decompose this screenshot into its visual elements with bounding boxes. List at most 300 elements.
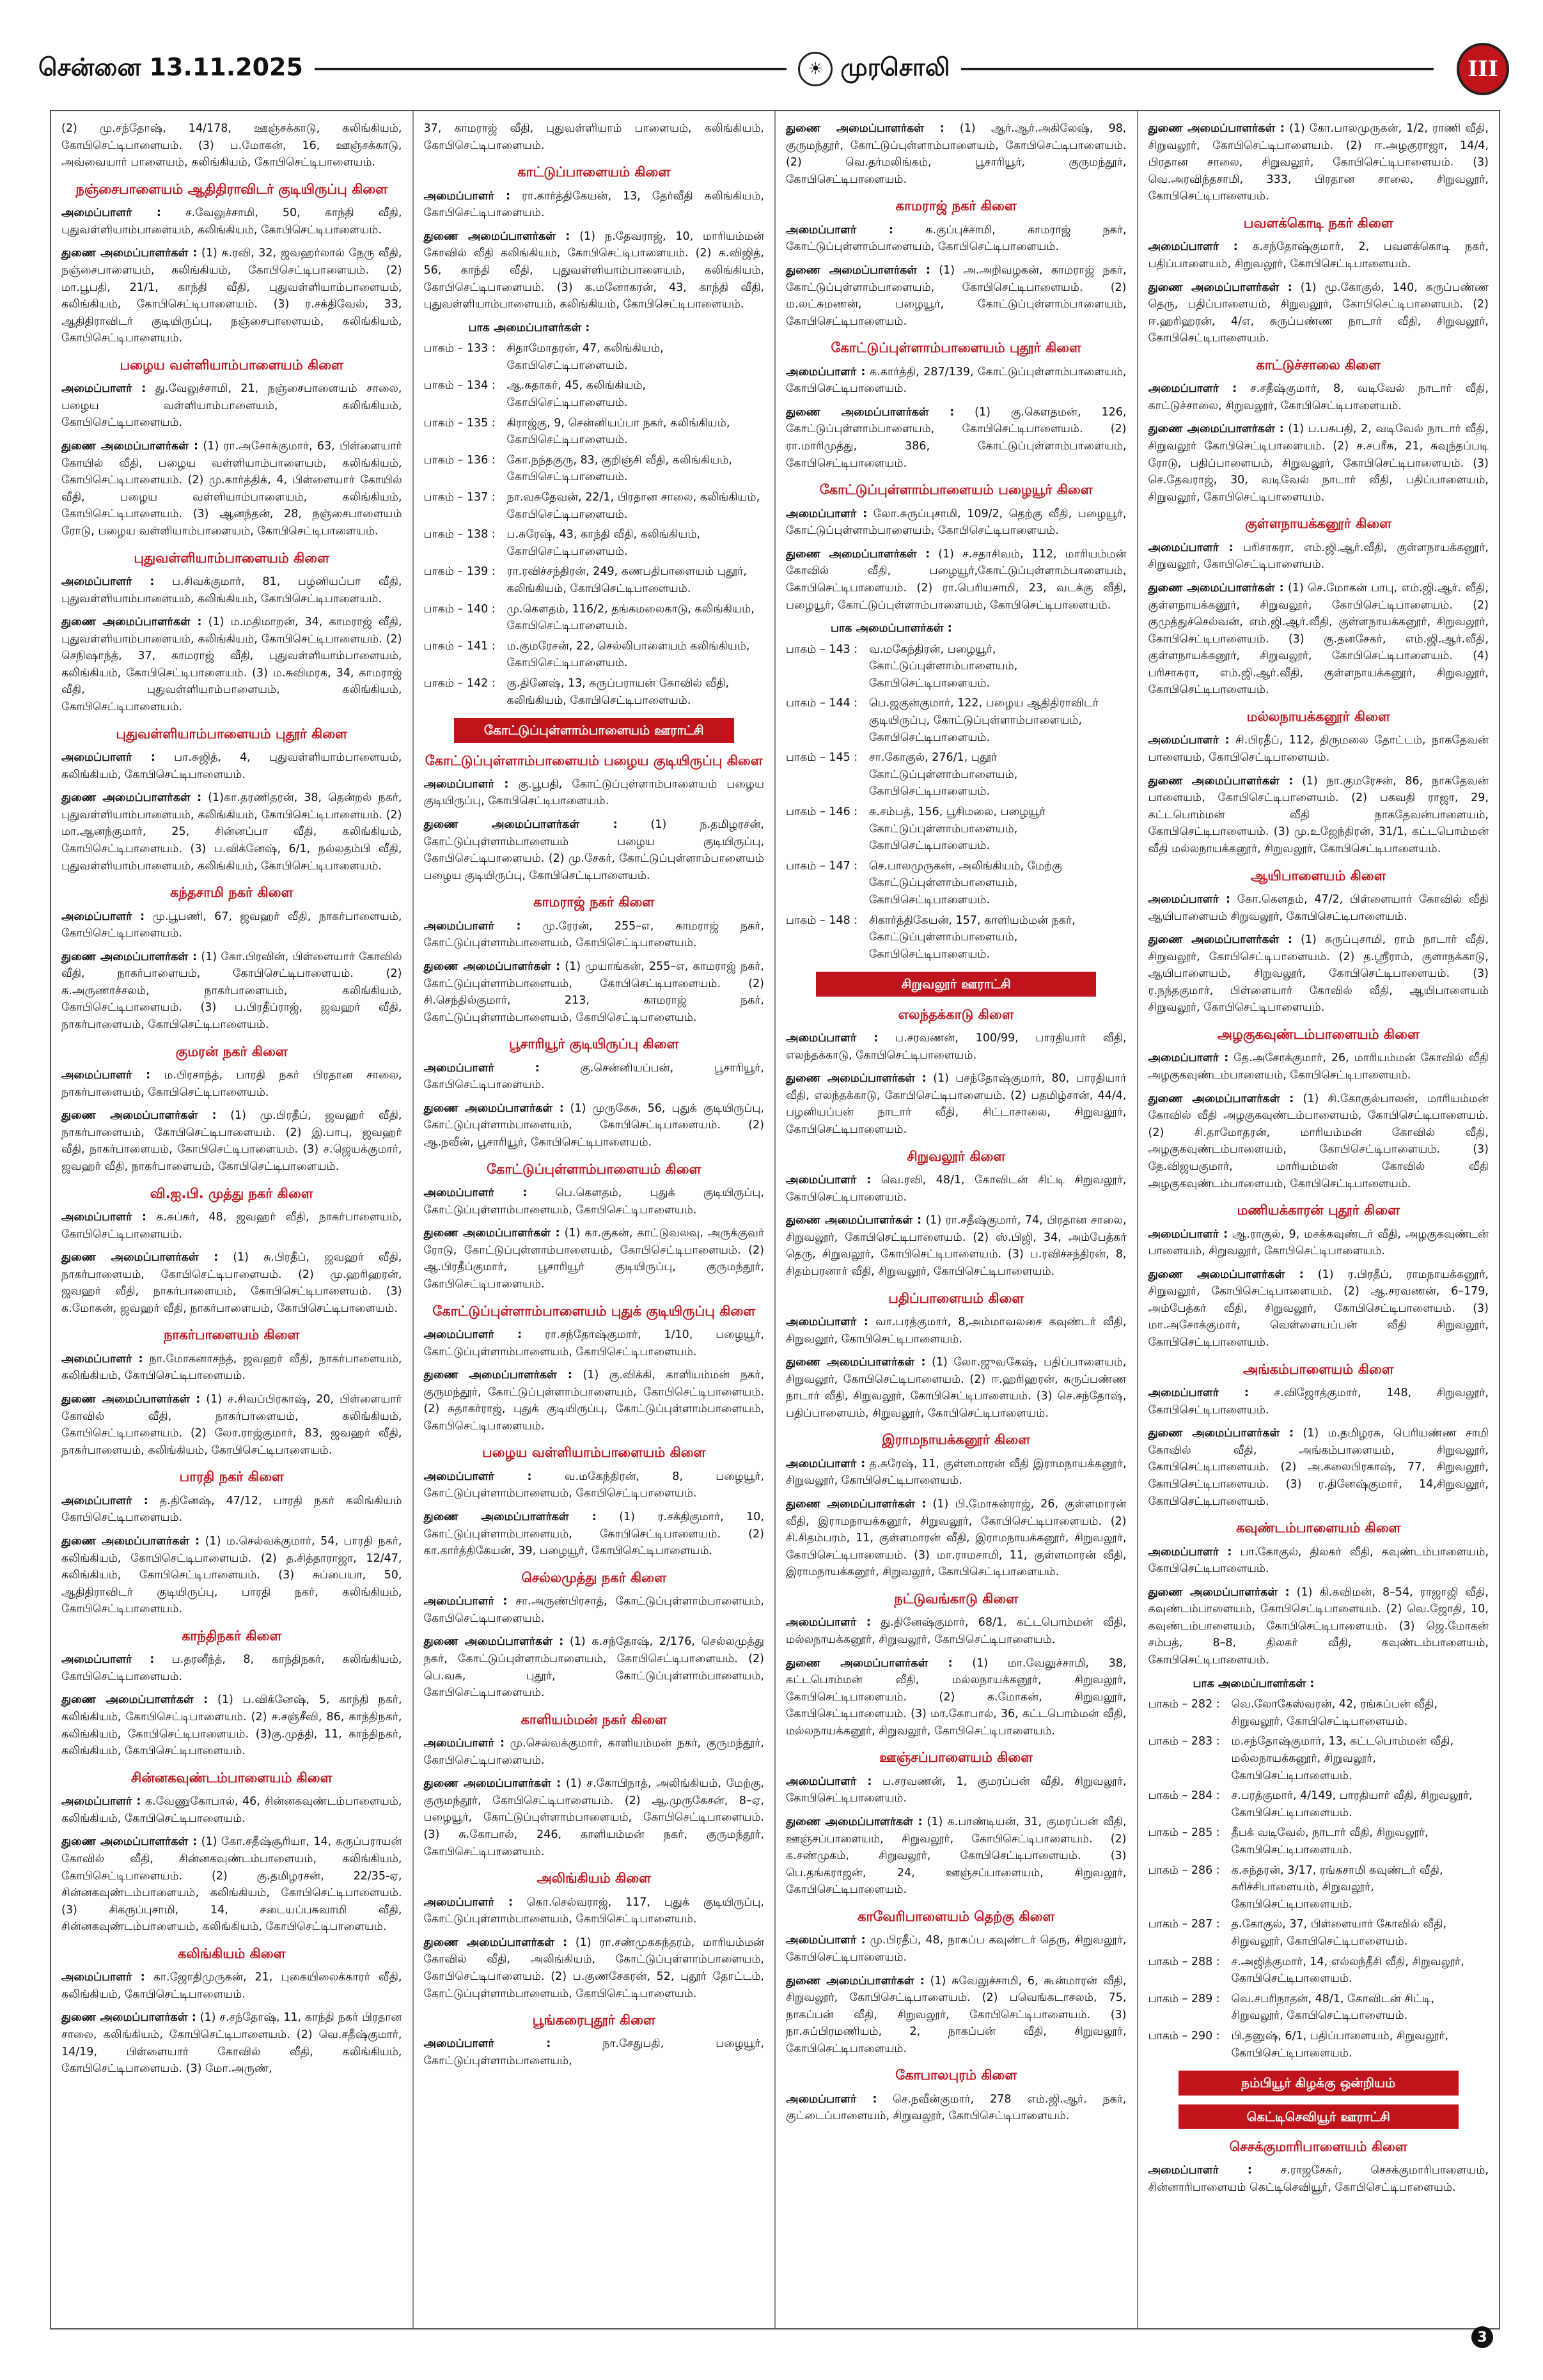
role-label: துணை அமைப்பாளர்கள் : bbox=[786, 263, 930, 277]
role-label: அமைப்பாளர் : bbox=[786, 1457, 866, 1470]
role-label: துணை அமைப்பாளர்கள் : bbox=[423, 960, 561, 973]
branch-heading: புதுவள்ளியாம்பாளையம் புதூர் கிளை bbox=[116, 726, 348, 742]
ward-number: பாகம் – 139 : bbox=[423, 565, 496, 579]
entry-text: அமைப்பாளர் : ப.சரவணன், 100/99, பாரதியார் வீதி, எலந்தக்காடு, கோபிசெட்டிபாளையம். bbox=[786, 1032, 1127, 1062]
ward-organiser: கோ.நந்தகுரு, 83, குறிஞ்சி வீதி, கலிங்கியம், கோபிசெட்டிபாளையம். bbox=[506, 453, 732, 484]
role-label: அமைப்பாளர் : bbox=[61, 1352, 143, 1365]
entry-text: துணை அமைப்பாளர்கள் : (1) கு.கௌதமன், 126, கோட்டுப்புள்ளாம்பாளையம், கோபிசெட்டிபாளையம். (2) ரா.மாரிமுத்து, 386, கோட்டுப்புள்ளாம்பாளையம், கோபிசெட்டிபாளையம். bbox=[786, 405, 1127, 470]
branch-heading: கோட்டுப்புள்ளாம்பாளையம் பழையூர் கிளை bbox=[819, 482, 1093, 498]
branch-heading: பாரதி நகர் கிளை bbox=[179, 1469, 284, 1485]
entry-text: அமைப்பாளர் : மு.செல்வக்குமார், காளியம்மன் நகர், குருமந்தூர், கோபிசெட்டிபாளையம். bbox=[423, 1737, 764, 1767]
role-label: அமைப்பாளர் : bbox=[1148, 541, 1234, 554]
role-label: துணை அமைப்பாளர்கள் : bbox=[786, 405, 955, 419]
entry-text: அமைப்பாளர் : மு.பிரதீப், 48, நாகப்ப கவுண்டர் தெரு, சிறுவலூர், கோபிசெட்டிபாளையம். bbox=[786, 1934, 1127, 1964]
role-label: துணை அமைப்பாளர்கள் : bbox=[1148, 122, 1285, 135]
ward-organiser: த.கோகுல், 37, பிள்ளையார் கோவில் வீதி, சிறுவலூர், கோபிசெட்டிபாளையம். bbox=[1231, 1918, 1447, 1948]
entry-text: துணை அமைப்பாளர்கள் : (1) ம.செல்வக்குமார், 54, பாரதி நகர், கலிங்கியம், கோபிசெட்டிபாளையம். (2) த.சித்தாராஜா, 12/47, கலிங்கியம், கோபிசெட்டிபாளையம். (3) சுப்பையா, 50, ஆதிதிராவிடர் குடியிருப்பு, பாரதி நகர், கலிங்கியம், கோபிசெட்டிபாளையம். bbox=[61, 1534, 402, 1616]
entry-text: அமைப்பாளர் : மு.பூபணி, 67, ஜவஹர் வீதி, நாகர்பாளையம், கோபிசெட்டிபாளையம். bbox=[61, 910, 402, 940]
entry-text: அமைப்பாளர் : லோ.சுருப்புசாமி, 109/2, தெற்கு வீதி, பழையூர், கோட்டுப்புள்ளாம்பாளையம், கோபிசெட்டிபாளையம். bbox=[786, 507, 1127, 538]
role-label: அமைப்பாளர் : bbox=[423, 1328, 522, 1341]
ward-organiser: கு.தினேஷ், 13, சுருப்பராயன் கோவில் வீதி, கலிங்கியம், கோபிசெட்டிபாளையம். bbox=[506, 676, 730, 707]
role-label: அமைப்பாளர் : bbox=[423, 1470, 532, 1483]
entry-text: அமைப்பாளர் : ம.பிரசாந்த், பாரதி நகர் பிரதான சாலை, நாகர்பாளையம், கோபிசெட்டிபாளையம். bbox=[61, 1069, 402, 1099]
role-label: அமைப்பாளர் : bbox=[423, 1737, 505, 1750]
entry-text: அமைப்பாளர் : க.கார்த்தி, 287/139, கோட்டுப்புள்ளாம்பாளையம், கோபிசெட்டிபாளையம். bbox=[786, 365, 1127, 396]
branch-heading: எலந்தக்காடு கிளை bbox=[898, 1006, 1014, 1022]
panchayat-banner: கெட்டிசெவியூர் ஊராட்சி bbox=[1179, 2104, 1459, 2129]
role-label: அமைப்பாளர் : bbox=[786, 1315, 868, 1328]
entry-text: துணை அமைப்பாளர்கள் : (1) ச.கோபிநாத், அலிங்கியம், மேற்கு, குருமந்தூர், கோபிசெட்டிபாளையம். (2) ஆ.முருகேசன், 8–ஏ, பழையூர், கோட்டுப்புள்ளாம்பாளையம், கோபிசெட்டிபாளையம். (3) சு.கோபால், 246, காளியம்மன் நகர், குருமந்தூர், கோபிசெட்டிபாளையம். bbox=[423, 1777, 764, 1858]
column-1 bbox=[50, 111, 412, 2328]
ward-organiser: ஆ.கதாகர், 45, கலிங்கியம், கோபிசெட்டிபாளையம். bbox=[506, 379, 646, 410]
panchayat-banner: சிறுவலூர் ஊராட்சி bbox=[816, 972, 1096, 996]
entry-text: துணை அமைப்பாளர்கள் : (1) ர.சக்திகுமார், 10, கோட்டுப்புள்ளாம்பாளையம், கோபிசெட்டிபாளையம். (2) கா.கார்த்திகேயன், 39, பழையூர், கோபிசெட்டிபாளையம். bbox=[423, 1511, 765, 1558]
role-label: துணை அமைப்பாளர்கள் : bbox=[61, 440, 198, 453]
entry-text: துணை அமைப்பாளர்கள் : (1) அ.அறிவழகன், காமராஜ் நகர், கோட்டுப்புள்ளாம்பாளையம், கோபிசெட்டிபாளையம். (2) ம.லட்சுமணன், பழையூர், கோட்டுப்புள்ளாம்பாளையம், கோபிசெட்டிபாளையம். bbox=[786, 263, 1127, 328]
role-label: அமைப்பாளர் : bbox=[423, 1061, 540, 1075]
branch-heading: வி.ஐ.பி. முத்து நகர் கிளை bbox=[150, 1185, 313, 1201]
ward-list bbox=[786, 641, 1127, 963]
ward-row bbox=[424, 601, 765, 635]
role-label: துணை அமைப்பாளர்கள் : bbox=[423, 1511, 597, 1524]
ward-row bbox=[1148, 1787, 1489, 1821]
branch-heading: ஊஞ்சப்பாளையம் கிளை bbox=[879, 1750, 1033, 1766]
ward-organiser: சிதாமோதரன், 47, கலிங்கியம், கோபிசெட்டிபாளையம். bbox=[506, 342, 664, 372]
entry-text: அமைப்பாளர் : சா.அருண்பிரசாத், கோட்டுப்புள்ளாம்பாளையம், கோபிசெட்டிபாளையம். bbox=[423, 1595, 764, 1625]
entry-text: துணை அமைப்பாளர்கள் : (1) செ.மோகன் பாபு, எம்.ஜி.ஆர். வீதி, குள்ளநாயக்கனூர், சிறுவலூர், கோபிசெட்டிபாளையம். (2) குமுத்துச்செல்வன், எம்.ஜி.ஆர்.வீதி, குள்ளநாயக்கனூர், சிறுவலூர், கோபிசெட்டிபாளையம். (3) கு.தனசேகர், எம்.ஜி.ஆர்.வீதி, குள்ளநாயக்கனூர், சிறுவலூர், கோபிசெட்டிபாளையம். (4) பரிசாசுரா, எம்.ஜி.ஆர்.வீதி, குள்ளநாயக்கனூர், சிறுவலூர், கோபிசெட்டிபாளையம். bbox=[1148, 581, 1489, 697]
role-label: அமைப்பாளர் : bbox=[1148, 1545, 1232, 1559]
role-label: துணை அமைப்பாளர்கள் : bbox=[1148, 933, 1292, 947]
entry-text: அமைப்பாளர் : பரிசாசுரா, எம்.ஜி.ஆர்.வீதி, குள்ளநாயக்கனூர், சிறுவலூர், கோபிசெட்டிபாளையம். bbox=[1148, 541, 1489, 572]
entry-text: அமைப்பாளர் : ரா.சந்தோஷ்குமார், 1/10, பழையூர், கோட்டுப்புள்ளாம்பாளையம், கோபிசெட்டிபாளையம். bbox=[423, 1328, 764, 1358]
role-label: துணை அமைப்பாளர்கள் : bbox=[61, 1393, 201, 1406]
ward-row bbox=[1148, 1954, 1489, 1987]
branch-heading: அழகுகவுண்டம்பாளையம் கிளை bbox=[1217, 1027, 1420, 1043]
ward-row bbox=[1148, 1916, 1489, 1950]
branch-heading: பழைய வள்ளியாம்பாளையம் கிளை bbox=[120, 357, 343, 373]
branch-heading: இராமநாயக்கனூர் கிளை bbox=[882, 1432, 1031, 1448]
ward-number: பாகம் – 148 : bbox=[786, 914, 858, 927]
masthead-rule-right bbox=[961, 68, 1434, 70]
role-label: துணை அமைப்பாளர்கள் : bbox=[61, 247, 198, 260]
ward-number: பாகம் – 134 : bbox=[423, 379, 496, 393]
role-label: அமைப்பாளர் : bbox=[1148, 382, 1237, 396]
branch-heading: கோட்டுப்புள்ளாம்பாளையம் கிளை bbox=[487, 1161, 701, 1177]
ward-organisers-label: பாக அமைப்பாளர்கள் : bbox=[831, 622, 952, 635]
entry-text: துணை அமைப்பாளர்கள் : (1) லோ.ஜுவகேஷ், பதிப்பாளையம், சிறுவலூர், கோபிசெட்டிபாளையம். (2) ஈ.ஹரிஹரன், சுருப்பண்ண நாடார் வீதி, சிறுவலூர், கோபிசெட்டிபாளையம். (3) செ.சந்தோஷ், பதிப்பாளையம், சிறுவலூர், கோபிசெட்டிபாளையம். bbox=[786, 1356, 1127, 1420]
ward-row bbox=[1148, 2028, 1489, 2062]
entry-text: துணை அமைப்பாளர்கள் : (1) கோ.பாலமுருகன், 1/2, ராணி வீதி, சிறுவலூர், கோபிசெட்டிபாளையம். (2) ஈ.அழகுராஜா, 14/4, பிரதான சாலை, சிறுவலூர், கோபிசெட்டிபாளையம். (3) வெ.அரவிந்தசாமி, 333, பிரதான சாலை, சிறுவலூர், கோபிசெட்டிபாளையம். bbox=[1148, 122, 1489, 203]
entry-text: (2) மு.சந்தோஷ், 14/178, ஊஞ்சக்காடு, கலிங்கியம், கோபிசெட்டிபாளையம். (3) ப.மோகன், 16, ஊஞ்சக்காடு, அவ்வையார் பாளையம், கலிங்கியம், கோபிசெட்டிபாளையம். bbox=[61, 122, 402, 169]
role-label: அமைப்பாளர் : bbox=[61, 1795, 141, 1808]
role-label: துணை அமைப்பாளர்கள் : bbox=[423, 1101, 564, 1115]
ward-number: பாகம் – 143 : bbox=[786, 642, 858, 656]
role-label: துணை அமைப்பாளர்கள் : bbox=[786, 1656, 953, 1670]
ward-number: பாகம் – 284 : bbox=[1148, 1789, 1220, 1803]
role-label: அமைப்பாளர் : bbox=[423, 2037, 551, 2051]
entry-text: அமைப்பாளர் : ரா.கார்த்திகேயன், 13, தேர்வீதி கலிங்கியம், கோபிசெட்டிபாளையம். bbox=[423, 189, 764, 220]
ward-organiser: ச.பரத்குமார், 4/149, பாரதியார் வீதி, சிறுவலூர், கோபிசெட்டிபாளையம். bbox=[1231, 1789, 1473, 1819]
branch-heading: கோபாலபுரம் கிளை bbox=[895, 2067, 1017, 2083]
entry-text: துணை அமைப்பாளர்கள் : (1) பி.மோகன்ராஜ், 26, குள்ளமாரன் வீதி, இராமநாயக்கனூர், சிறுவலூர், கோபிசெட்டிபாளையம். (2) சி.சிதம்பரம், 11, குள்ளமாரன் வீதி, இராமநாயக்கனூர், சிறுவலூர், கோபிசெட்டிபாளையம். (3) மா.ராமசாமி, 11, குள்ளமாரன் வீதி, இராமநாயக்கனூர், சிறுவலூர், கோபிசெட்டிபாளையம். bbox=[786, 1498, 1127, 1579]
branch-heading: சிறுவலூர் கிளை bbox=[907, 1148, 1006, 1164]
role-label: அமைப்பாளர் : bbox=[1148, 1387, 1249, 1399]
role-label: துணை அமைப்பாளர்கள் : bbox=[786, 122, 944, 135]
ward-organiser: ரா.ரவிச்சந்திரன், 249, கணபதிபாளையம் புதூர், கலிங்கியம், கோபிசெட்டிபாளையம். bbox=[506, 565, 747, 595]
branch-heading: காட்டுப்பாளையம் கிளை bbox=[517, 164, 671, 180]
edition-date: சென்னை 13.11.2025 bbox=[38, 53, 303, 81]
entry-text: துணை அமைப்பாளர்கள் : (1) ந.தேவராஜ், 10, மாரியம்மன் கோவில் வீதி கலிங்கியம், கோபிசெட்டிபாளையம். (2) க.விஜித், 56, காந்தி வீதி, புதுவள்ளியாம்பாளையம், கலிங்கியம், கோபிசெட்டிபாளையம். (3) க.மனோகரன், 43, காந்தி வீதி, புதுவள்ளியாம்பாளையம், கலிங்கியம், கோபிசெட்டிபாளையம். bbox=[423, 229, 764, 311]
entry-text: துணை அமைப்பாளர்கள் : (1) ரா.சண்முகசுந்தரம், மாரியம்மன் கோவில் வீதி, அலிங்கியம், கோட்டுப்புள்ளாம்பாளையம், கோபிசெட்டிபாளையம். (2) ப.குணசேகரன், 52, புதூர் தோட்டம், கோட்டுப்புள்ளாம்பாளையம், கோபிசெட்டிபாளையம். bbox=[423, 1936, 765, 2000]
entry-text: அமைப்பாளர் : பெ.கௌதம், புதுக் குடியிருப்பு, கோட்டுப்புள்ளாம்பாளையம், கோபிசெட்டிபாளையம். bbox=[423, 1186, 764, 1217]
ward-organiser: ம.குமரேசன், 22, செல்லிபாளையம் கலிங்கியம், கோபிசெட்டிபாளையம். bbox=[506, 639, 750, 670]
entry-text: துணை அமைப்பாளர்கள் : (1) ரா.அசோக்குமார், 63, பிள்ளையார் கோயில் வீதி, பழைய வள்ளியாம்பாளையம், கலிங்கியம், கோபிசெட்டிபாளையம். (2) மு.கார்த்திக், 4, பிள்ளையார் கோயில் வீதி, பழைய வள்ளியாம்பாளையம், கலிங்கியம், கோபிசெட்டிபாளையம். (3) ஆனந்தன், 28, நஞ்சைபாளையம் ரோடு, பழைய வள்ளியாம்பாளையம், கோபிசெட்டிபாளையம். bbox=[61, 440, 402, 538]
branch-heading: அங்கம்பாளையம் கிளை bbox=[1242, 1361, 1394, 1377]
masthead bbox=[38, 50, 1509, 88]
branch-heading: காவேரிபாளையம் தெற்கு கிளை bbox=[858, 1908, 1055, 1924]
role-label: துணை அமைப்பாளர்கள் : bbox=[786, 1816, 923, 1829]
ward-number: பாகம் – 135 : bbox=[423, 416, 496, 430]
article-columns bbox=[50, 110, 1500, 2329]
role-label: துணை அமைப்பாளர்கள் : bbox=[61, 1693, 208, 1707]
ward-number: பாகம் – 144 : bbox=[786, 697, 858, 710]
branch-heading: குமரன் நகர் கிளை bbox=[175, 1043, 288, 1059]
ward-organiser: பி.தனுஷ், 6/1, பதிப்பாளையம், சிறுவலூர், கோபிசெட்டிபாளையம். bbox=[1231, 2029, 1449, 2060]
branch-heading: புதுவள்ளியாம்பாளையம் கிளை bbox=[134, 550, 330, 566]
ward-row bbox=[786, 695, 1127, 746]
ward-organisers-label: பாக அமைப்பாளர்கள் : bbox=[1193, 1677, 1315, 1690]
branch-heading: கோட்டுப்புள்ளாம்பாளையம் புதூர் கிளை bbox=[831, 340, 1081, 356]
ward-number: பாகம் – 147 : bbox=[786, 859, 858, 873]
ward-number: பாகம் – 285 : bbox=[1148, 1826, 1220, 1840]
entry-text: அமைப்பாளர் : ச.ராஜசேகர், செசக்குமாரிபாளையம், சின்னாரிபாளையம் கெட்டிசெவியூர், கோபிசெட்டிபாளையம். bbox=[1148, 2164, 1489, 2194]
role-label: துணை அமைப்பாளர்கள் : bbox=[61, 1534, 200, 1548]
column-2 bbox=[412, 111, 775, 2328]
ward-number: பாகம் – 282 : bbox=[1148, 1698, 1220, 1711]
ward-organiser: சா.கோகுல், 276/1, புதூர் கோட்டுப்புள்ளாம்பாளையம், கோபிசெட்டிபாளையம். bbox=[869, 751, 1018, 798]
role-label: துணை அமைப்பாளர்கள் : bbox=[1148, 423, 1284, 436]
entry-text: துணை அமைப்பாளர்கள் : (1) சு.பிரதீப், ஜவஹர் வீதி, நாகர்பாளையம், கோபிசெட்டிபாளையம். (2) மு.ஹரிஹரன், ஜவஹர் வீதி, நாகர்பாளையம், கோபிசெட்டிபாளையம். (3) க.மோகன், ஜவஹர் வீதி, நாகர்பாளையம், கோபிசெட்டிபாளையம். bbox=[61, 1251, 402, 1315]
role-label: துணை அமைப்பாளர்கள் : bbox=[786, 1974, 925, 1987]
role-label: துணை அமைப்பாளர்கள் : bbox=[423, 818, 618, 832]
ward-organiser: வ.மகேந்திரன், பழையூர், கோட்டுப்புள்ளாம்பாளையம், கோபிசெட்டிபாளையம். bbox=[869, 642, 1018, 690]
ward-row bbox=[424, 415, 765, 449]
role-label: துணை அமைப்பாளர்கள் : bbox=[423, 1635, 564, 1649]
ward-number: பாகம் – 138 : bbox=[423, 528, 496, 541]
entry-text: துணை அமைப்பாளர்கள் : (1) ர.பிரதீப், ராமநாயக்கனூர், சிறுவலூர், கோபிசெட்டிபாளையம். (2) ஆ.சரவணன், 6–179, அம்பேத்கர் வீதி, சிறுவலூர், கோபிசெட்டிபாளையம். (3) மா.அசோக்குமார், வெள்ளையப்பன் வீதி சிறுவலூர், கோபிசெட்டிபாளையம். bbox=[1148, 1268, 1489, 1349]
ward-number: பாகம் – 141 : bbox=[423, 639, 496, 653]
entry-text: துணை அமைப்பாளர்கள் : (1) நா.குமரேசன், 86, நாகதேவன் பாளையம், கோபிசெட்டிபாளையம். (2) பகவதி ராஜா, 29, கட்டபொம்மன் வீதி நாகதேவன்பாளையம், கோபிசெட்டிபாளையம். (3) மு.உஜேந்திரன், 31/1, கட்டபொம்மன் வீதி மல்லநாயக்கனூர், சிறுவலூர், கோபிசெட்டிபாளையம். bbox=[1148, 774, 1489, 855]
entry-text: அமைப்பாளர் : நா.மோகனாசந்த், ஜவஹர் வீதி, நாகர்பாளையம், கலிங்கியம், கோபிசெட்டிபாளையம். bbox=[61, 1352, 402, 1383]
ward-organiser: பெ.ஜகுன்குமார், 122, பழைய ஆதிதிராவிடர் குடியிருப்பு, கோட்டுப்புள்ளாம்பாளையம், கோபிசெட்டிபாளையம். bbox=[869, 697, 1099, 744]
entry-text: துணை அமைப்பாளர்கள் : (1) ச.சிவப்பிரகாஷ், 20, பிள்ளையார் கோவில் வீதி, நாகர்பாளையம், கலிங்கியம், கோபிசெட்டிபாளையம். (2) லோ.ராஜ்குமார், 83, ஜவஹர் வீதி, நாகர்பாளையம், கலிங்கியம், கோபிசெட்டிபாளையம். bbox=[61, 1393, 402, 1457]
branch-heading: கவுண்டம்பாளையம் கிளை bbox=[1235, 1520, 1401, 1536]
ward-row bbox=[424, 489, 765, 523]
entry-text: துணை அமைப்பாளர்கள் : (1) பசந்தோஷ்குமார், 80, பாரதியார் வீதி, எலந்தக்காடு, கோபிசெட்டிபாளையம். (2) பதமிழ்சான், 44/4, பழனியப்பன் நாடார் வீதி, சிட்டாசாலை, சிறுவலூர், கோபிசெட்டிபாளையம். bbox=[786, 1072, 1127, 1137]
entry-text: அமைப்பாளர் : ப.சிவக்குமார், 81, பழனியப்பா வீதி, புதுவள்ளியாம்பாளையம், கலிங்கியம், கோபிசெட்டிபாளையம். bbox=[61, 575, 402, 605]
ward-row bbox=[1148, 1991, 1489, 2025]
entry-text: அமைப்பாளர் : ச.வேலுச்சாமி, 50, காந்தி வீதி, புதுவள்ளியாம்பாளையம், கலிங்கியம், கோபிசெட்டிபாளையம். bbox=[61, 206, 402, 237]
role-label: துணை அமைப்பாளர்கள் : bbox=[786, 547, 930, 561]
ward-row bbox=[424, 675, 765, 709]
entry-text: துணை அமைப்பாளர்கள் : (1) கா.குகன், காட்டுவலவு, அருக்குவர் ரோடு, கோட்டுப்புள்ளாம்பாளையம், கோபிசெட்டிபாளையம். (2) ஆ.பிரதீப்குமார், பூசாரியூர் குடியிருப்பு, குருமந்தூர், கோபிசெட்டிபாளையம். bbox=[423, 1227, 764, 1291]
role-label: அமைப்பாளர் : bbox=[61, 206, 161, 220]
entry-text: துணை அமைப்பாளர்கள் : (1) க.சந்தோஷ், 2/176, செல்லமுத்து நகர், கோட்டுப்புள்ளாம்பாளையம், கோபிசெட்டிபாளையம். (2) பெ.வசு, புதூர், கோட்டுப்புள்ளாம்பாளையம், கோபிசெட்டிபாளையம். bbox=[423, 1635, 764, 1700]
page-roman-badge: III bbox=[1457, 43, 1509, 95]
branch-heading: காமராஜ் நகர் கிளை bbox=[533, 894, 655, 910]
ward-number: பாகம் – 283 : bbox=[1148, 1735, 1220, 1748]
ward-organiser: ச.அஜித்குமார், 14, எல்லந்தீசி வீதி, சிறுவலூர், கோபிசெட்டிபாளையம். bbox=[1231, 1955, 1464, 1986]
ward-number: பாகம் – 290 : bbox=[1148, 2029, 1220, 2042]
entry-text: துணை அமைப்பாளர்கள் : (1) ம.தமிழரசு, பெரியண்ண சாமி கோவில் வீதி, அங்கம்பாளையம், சிறுவலூர், கோபிசெட்டிபாளையம். (2) அ.கலைபிரகாஷ், 77, சிறுவலூர், கோபிசெட்டிபாளையம். (3) ர.தினேஷ்குமார், 14,சிறுவலூர், கோபிசெட்டிபாளையம். bbox=[1148, 1427, 1489, 1508]
ward-row bbox=[1148, 1824, 1489, 1858]
ward-organiser: சு.சம்பத், 156, பூசிமலை, பழையூர் கோட்டுப்புள்ளாம்பாளையம், கோபிசெட்டிபாளையம். bbox=[869, 805, 1046, 853]
union-banner: நம்பியூர் கிழக்கு ஒன்றியம் bbox=[1179, 2071, 1459, 2095]
entry-text: அமைப்பாளர் : நா.சேதுபதி, பழையூர், கோட்டுப்புள்ளாம்பாளையம், bbox=[423, 2037, 764, 2068]
ward-number: பாகம் – 133 : bbox=[423, 342, 496, 355]
branch-heading: காமராஜ் நகர் கிளை bbox=[895, 198, 1017, 214]
branch-heading: பழைய வள்ளியாம்பாளையம் கிளை bbox=[482, 1445, 706, 1461]
entry-text: துணை அமைப்பாளர்கள் : (1) ந.தமிழரசன், கோட்டுப்புள்ளாம்பாளையம் பழைய குடியிருப்பு, கோபிசெட்டிபாளையம். (2) மு.சேகர், கோட்டுப்புள்ளாம்பாளையம் பழைய குடியிருப்பு, கோபிசெட்டிபாளையம். bbox=[423, 818, 764, 882]
entry-text: துணை அமைப்பாளர்கள் : (1) ம.மதிமாறன், 34, காமராஜ் வீதி, புதுவள்ளியாம்பாளையம், கலிங்கியம், கோபிசெட்டிபாளையம். (2) செநிஷாந்த், 37, காமராஜ் வீதி, புதுவள்ளியாம்பாளையம், கலிங்கியம், கோபிசெட்டிபாளையம். (3) ம.சுவிமரக, 34, காமராஜ் வீதி, புதுவள்ளியாம்பாளையம், கலிங்கியம், கோபிசெட்டிபாளையம். bbox=[61, 616, 402, 714]
entry-text: துணை அமைப்பாளர்கள் : (1) சி.கோகுல்பாலன், மாரியம்மன் கோவில் வீதி அழகுகவுண்டம்பாளையம், கோபிசெட்டிபாளையம். (2) சி.தாமோதரன், மாரியம்மன் கோவில் வீதி, அழகுகவுண்டம்பாளையம், கோபிசெட்டிபாளையம். (3) தே.விஜயகுமார், மாரியம்மன் கோவில் வீதி அழகுகவுண்டம்பாளையம், கோபிசெட்டிபாளையம். bbox=[1148, 1092, 1489, 1190]
role-label: துணை அமைப்பாளர்கள் : bbox=[61, 616, 202, 629]
ward-row bbox=[424, 638, 765, 672]
role-label: துணை அமைப்பாளர்கள் : bbox=[786, 1072, 927, 1085]
entry-text: துணை அமைப்பாளர்கள் : (1)கா.தரணிதரன், 38, தென்றல் நகர், புதுவள்ளியாம்பாளையம், கலிங்கியம், கோபிசெட்டிபாளையம். (2) மா.ஆனந்குமார், 25, சின்னப்பா வீதி, கலிங்கியம், கோபிசெட்டிபாளையம். (3) ப.விக்னேஷ், 6/1, நல்லதம்பி வீதி, புதுவள்ளியாம்பாளையம், கலிங்கியம், கோபிசெட்டிபாளையம். bbox=[61, 791, 402, 873]
ward-row bbox=[424, 452, 765, 486]
role-label: அமைப்பாளர் : bbox=[61, 1210, 146, 1224]
entry-text: அமைப்பாளர் : பா.சுஜித், 4, புதுவள்ளியாம்பாளையம், கலிங்கியம், கோபிசெட்டிபாளையம். bbox=[61, 751, 402, 781]
role-label: துணை அமைப்பாளர்கள் : bbox=[1148, 1268, 1304, 1281]
ward-row bbox=[424, 563, 765, 597]
ward-organiser: வெ.சபரிநாதன், 48/1, கோவிடன் சிட்டி, சிறுவலூர், கோபிசெட்டிபாளையம். bbox=[1231, 1992, 1435, 2023]
entry-text: துணை அமைப்பாளர்கள் : (1) ச.சந்தோஷ், 11, காந்தி நகர் பிரதான சாலை, கலிங்கியம், கோபிசெட்டிபாளையம். (2) வெ.சதீஷ்குமார், 14/19, பிள்ளையார் கோவில் வீதி, கலிங்கியம், கோபிசெட்டிபாளையம். (3) மோ.அருண், bbox=[61, 2011, 402, 2076]
branch-heading: நாகர்பாளையம் கிளை bbox=[163, 1327, 300, 1343]
ward-number: பாகம் – 287 : bbox=[1148, 1918, 1220, 1931]
role-label: துணை அமைப்பாளர்கள் : bbox=[423, 229, 570, 243]
entry-text: துணை அமைப்பாளர்கள் : (1) ச.சதாசிவம், 112, மாரியம்மன் கோவில் வீதி, பழையூர்,கோட்டுப்புள்ளாம்பாளையம், கோபிசெட்டிபாளையம். (2) ரா.பெரியசாமி, 23, வடக்கு வீதி, பழையூர், கோட்டுப்புள்ளாம்பாளையம், கோபிசெட்டிபாளையம். bbox=[786, 547, 1127, 612]
role-label: அமைப்பாளர் : bbox=[786, 2092, 877, 2106]
role-label: அமைப்பாளர் : bbox=[61, 575, 155, 588]
ward-row bbox=[786, 641, 1127, 692]
ward-organiser: கிராஜ்கு, 9, சென்னியப்பா நகர், கலிங்கியம், கோபிசெட்டிபாளையம். bbox=[506, 416, 730, 447]
role-label: அமைப்பாளர் : bbox=[1148, 734, 1230, 747]
branch-heading: காட்டுச்சாலை கிளை bbox=[1256, 357, 1381, 373]
role-label: அமைப்பாளர் : bbox=[786, 1174, 872, 1187]
ward-number: பாகம் – 286 : bbox=[1148, 1863, 1220, 1877]
role-label: அமைப்பாளர் : bbox=[786, 1032, 879, 1045]
role-label: துணை அமைப்பாளர்கள் : bbox=[423, 1227, 560, 1240]
masthead-rule bbox=[315, 68, 787, 70]
ward-number: பாகம் – 146 : bbox=[786, 805, 858, 819]
entry-text: அமைப்பாளர் : கோ.கௌதம், 47/2, பிள்ளையார் கோவில் வீதி ஆயிபாளையம் சிறுவலூர், கோபிசெட்டிபாளையம். bbox=[1148, 892, 1489, 923]
branch-heading: கலிங்கியம் கிளை bbox=[177, 1945, 286, 1961]
role-label: துணை அமைப்பாளர்கள் : bbox=[61, 2011, 196, 2025]
paper-name: முரசொலி bbox=[840, 53, 950, 81]
role-label: துணை அமைப்பாளர்கள் : bbox=[1148, 1092, 1294, 1105]
branch-heading: கோட்டுப்புள்ளாம்பாளையம் புதுக் குடியிருப்பு கிளை bbox=[432, 1303, 756, 1319]
branch-heading: நட்டுவங்காடு கிளை bbox=[894, 1591, 1019, 1606]
role-label: அமைப்பாளர் : bbox=[61, 910, 145, 923]
ward-row bbox=[1148, 1862, 1489, 1913]
branch-heading: செசக்குமாரிபாளையம் கிளை bbox=[1229, 2138, 1407, 2154]
ward-row bbox=[424, 526, 765, 560]
role-label: அமைப்பாளர் : bbox=[786, 223, 893, 237]
entry-text: அமைப்பாளர் : கு.பூபதி, கோட்டுப்புள்ளாம்பாளையம் பழைய குடியிருப்பு, கோபிசெட்டிபாளையம். bbox=[423, 777, 764, 808]
entry-text: அமைப்பாளர் : பா.கோகுல், திலகர் வீதி, கவுண்டம்பாளையம், கோபிசெட்டிபாளையம். bbox=[1148, 1545, 1489, 1576]
role-label: அமைப்பாளர் : bbox=[423, 1895, 513, 1909]
role-label: அமைப்பாளர் : bbox=[423, 1595, 508, 1608]
role-label: அமைப்பாளர் : bbox=[61, 1494, 148, 1507]
ward-row bbox=[786, 804, 1127, 855]
role-label: துணை அமைப்பாளர்கள் : bbox=[786, 1214, 922, 1227]
branch-heading: ஆயிபாளையம் கிளை bbox=[1250, 867, 1386, 883]
ward-row bbox=[786, 912, 1127, 963]
entry-text: துணை அமைப்பாளர்கள் : (1) மா.வேலுச்சாமி, 38, கட்டபொம்மன் வீதி, மல்லநாயக்கனூர், சிறுவலூர், கோபிசெட்டிபாளையம். (2) க.மோகன், சிறுவலூர், கோபிசெட்டிபாளையம். (3) மா.கோபால், 36, கட்டபொம்மன் வீதி, மல்லநாயக்கனூர், சிறுவலூர், கோபிசெட்டிபாளையம். bbox=[786, 1656, 1127, 1738]
entry-text: துணை அமைப்பாளர்கள் : (1) சுவேலுச்சாமி, 6, கூன்மாரன் வீதி, சிறுவலூர், கோபிசெட்டிபாளையம். (2) பவெங்கடாசலம், 75, நாகப்பன் வீதி, சிறுவலூர், கோபிசெட்டிபாளையம். (3) நா.சுப்பிரமணியம், 2, நாகப்பன் வீதி, சிறுவலூர், கோபிசெட்டிபாளையம். bbox=[786, 1974, 1127, 2055]
entry-text: அமைப்பாளர் : து.தினேஷ்குமார், 68/1, கட்டபொம்மன் வீதி, மல்லநாயக்கனூர், சிறுவலூர், கோபிசெட்டிபாளையம். bbox=[786, 1616, 1127, 1646]
ward-organisers-label: பாக அமைப்பாளர்கள் : bbox=[468, 321, 590, 334]
entry-text: துணை அமைப்பாளர்கள் : (1) ப.விக்னேஷ், 5, காந்தி நகர், கலிங்கியம், கோபிசெட்டிபாளையம். (2) ச.சஞ்சீவி, 86, காந்திநகர், கலிங்கியம், கோபிசெட்டிபாளையம். (3)கு.முத்தி, 11, காந்திநகர், கலிங்கியம், கோபிசெட்டிபாளையம். bbox=[61, 1693, 402, 1758]
role-label: அமைப்பாளர் : bbox=[423, 777, 509, 791]
ward-organiser: மு.கௌதம், 116/2, தங்கமலைகாடு, கலிங்கியம், கோபிசெட்டிபாளையம். bbox=[506, 602, 755, 633]
role-label: துணை அமைப்பாளர்கள் : bbox=[786, 1356, 926, 1369]
role-label: அமைப்பாளர் : bbox=[1148, 240, 1238, 254]
role-label: துணை அமைப்பாளர்கள் : bbox=[61, 791, 202, 805]
entry-text: துணை அமைப்பாளர்கள் : (1) கோ.பிரவின், பிள்ளையார் கோவில் வீதி, நாகர்பாளையம், கோபிசெட்டிபாளையம். (2) சு.அருணாச்சலம், நாகர்பாளையம், கலிங்கியம், கோபிசெட்டிபாளையம். (3) ப.பிரதீப்ராஜ், ஜவஹர் வீதி, நாகர்பாளையம், கோபிசெட்டிபாளையம். bbox=[61, 950, 402, 1032]
ward-organiser: தீபக் வடிவேல், நாடார் வீதி, சிறுவலூர், கோபிசெட்டிபாளையம். bbox=[1231, 1826, 1429, 1856]
entry-text: துணை அமைப்பாளர்கள் : (1) கி.கவிமன், 8–54, ராஜாஜி வீதி, கவுண்டம்பாளையம், கோபிசெட்டிபாளையம். (2) வெ.ஜோதி, 10, கவுண்டம்பாளையம், கோபிசெட்டிபாளையம். (3) ஜெ.மோகன் சம்பத், 8–8, திலகர் வீதி, கவுண்டம்பாளையம், கோபிசெட்டிபாளையம். bbox=[1148, 1585, 1489, 1667]
branch-heading: செல்லமுத்து நகர் கிளை bbox=[521, 1569, 667, 1585]
branch-heading: சின்னகவுண்டம்பாளையம் கிளை bbox=[130, 1769, 333, 1785]
ward-row bbox=[424, 377, 765, 411]
role-label: அமைப்பாளர் : bbox=[423, 1186, 528, 1200]
entry-text: அமைப்பாளர் : க.குப்புச்சாமி, காமராஜ் நகர், கோட்டுப்புள்ளாம்பாளையம், கோபிசெட்டிபாளையம். bbox=[786, 223, 1127, 254]
entry-text: அமைப்பாளர் : வ.மகேந்திரன், 8, பழையூர், கோட்டுப்புள்ளாம்பாளையம், கோபிசெட்டிபாளையம். bbox=[423, 1470, 764, 1500]
entry-text: துணை அமைப்பாளர்கள் : (1) கோ.சதீஷ்சூரியா, 14, சுருப்பராயன் கோவில் வீதி, சின்னகவுண்டம்பாளையம், கலிங்கியம், கோபிசெட்டிபாளையம். (2) கு.தமிழரசன், 22/35-ஏ, சின்னகவுண்டம்பாளையம், கலிங்கியம், கோபிசெட்டிபாளையம். (3) சிகருப்புசாமி, 14, சடையப்பசுவாமி வீதி, சின்னகவுண்டம்பாளையம், கலிங்கியம், கோபிசெட்டிபாளையம். bbox=[61, 1835, 402, 1934]
branch-heading: கந்தசாமி நகர் கிளை bbox=[170, 885, 294, 901]
ward-list bbox=[1148, 1696, 1489, 2062]
panchayat-banner: கோட்டுப்புள்ளாம்பாளையம் ஊராட்சி bbox=[454, 718, 734, 742]
entry-text: அமைப்பாளர் : கு.சென்னியப்பன், பூசாரியூர், கோபிசெட்டிபாளையம். bbox=[423, 1061, 764, 1092]
entry-text: அமைப்பாளர் : க.சுப்கர், 48, ஜவஹர் வீதி, நாகர்பாளையம், கோபிசெட்டிபாளையம். bbox=[61, 1210, 402, 1241]
entry-text: அமைப்பாளர் : ச.சதீஷ்குமார், 8, வடிவேல் நாடார் வீதி, காட்டுச்சாலை, சிறுவலூர், கோபிசெட்டிபாளையம். bbox=[1148, 382, 1489, 412]
role-label: துணை அமைப்பாளர்கள் : bbox=[61, 1109, 217, 1123]
ward-organiser: ப.சுரேஷ், 43, காந்தி வீதி, கலிங்கியம், கோபிசெட்டிபாளையம். bbox=[506, 528, 701, 558]
role-label: அமைப்பாளர் : bbox=[61, 1971, 145, 1984]
entry-text: அமைப்பாளர் : க.வேணுகோபால், 46, சின்னகவுண்டம்பாளையம், கலிங்கியம், கோபிசெட்டிபாளையம். bbox=[61, 1795, 402, 1825]
role-label: அமைப்பாளர் : bbox=[423, 189, 511, 203]
branch-heading: மல்லநாயக்கனூர் கிளை bbox=[1246, 709, 1390, 725]
role-label: அமைப்பாளர் : bbox=[1148, 1227, 1228, 1241]
column-3 bbox=[774, 111, 1137, 2328]
role-label: துணை அமைப்பாளர்கள் : bbox=[1148, 1585, 1290, 1599]
entry-text: அமைப்பாளர் : க.சந்தோஷ்குமார், 2, பவளக்கொடி நகர், பதிப்பாளையம், சிறுவலூர், கோபிசெட்டிபாளையம். bbox=[1148, 240, 1489, 270]
entry-text: அமைப்பாளர் : த.சுரேஷ், 11, குள்ளமாரன் வீதி இராமநாயக்கனூர், சிறுவலூர், கோபிசெட்டிபாளையம். bbox=[786, 1457, 1127, 1488]
entry-text: துணை அமைப்பாளர்கள் : (1) மூ.கோகுல், 140, சுருப்பண்ண தெரு, பதிப்பாளையம், சிறுவலூர், கோபிசெட்டிபாளையம். (2) ஈ.ஹரிஹரன், 4/எ, சுருப்பண்ண நாடார் வீதி, சிறுவலூர், கோபிசெட்டிபாளையம். bbox=[1148, 281, 1489, 345]
ward-organiser: க.சுந்தரன், 3/17, ரங்கசாமி கவுண்டர் வீதி, சுரிச்சிபாளையம், சிறுவலூர், கோபிசெட்டிபாளையம். bbox=[1231, 1863, 1443, 1911]
entry-text: அமைப்பாளர் : தே.அசோக்குமார், 26, மாரியம்மன் கோவில் வீதி அழகுகவுண்டம்பாளையம், கோபிசெட்டிபாளையம். bbox=[1148, 1052, 1489, 1082]
role-label: அமைப்பாளர் : bbox=[423, 919, 521, 933]
role-label: துணை அமைப்பாளர்கள் : bbox=[786, 1498, 927, 1511]
ward-row bbox=[786, 858, 1127, 909]
ward-number: பாகம் – 136 : bbox=[423, 453, 496, 467]
entry-text: அமைப்பாளர் : ப.சரவணன், 1, குமரப்பன் வீதி, சிறுவலூர், கோபிசெட்டிபாளையம். bbox=[786, 1775, 1127, 1805]
entry-text: துணை அமைப்பாளர்கள் : (1) மு.பிரதீப், ஜவஹர் வீதி, நாகர்பாளையம், கோபிசெட்டிபாளையம். (2) இ.பாபு, ஜவஹர் வீதி, நாகர்பாளையம், கோபிசெட்டிபாளையம். (3) ச.ஜெயக்குமார், ஜவஹர் வீதி, நாகர்பாளையம், கோபிசெட்டிபாளையம். bbox=[61, 1109, 402, 1173]
entry-text: துணை அமைப்பாளர்கள் : (1) ஆர்.ஆர்.அகிலேஷ், 98, குருமந்தூர், கோட்டுப்புள்ளாம்பாளையம், கோபிசெட்டிபாளையம். (2) வெ.தர்மலிங்கம், பூசாரியூர், குருமந்தூர், கோபிசெட்டிபாளையம். bbox=[786, 122, 1127, 186]
entry-text: துணை அமைப்பாளர்கள் : (1) கு.விக்கி, காளியம்மன் நகர், குருமந்தூர், கோட்டுப்புள்ளாம்பாளையம், கோபிசெட்டிபாளையம். (2) சுதாகர்ராஜ், புதுக் குடியிருப்பு, கோட்டுப்புள்ளாம்பாளையம், கோபிசெட்டிபாளையம். bbox=[423, 1369, 764, 1433]
entry-text: துணை அமைப்பாளர்கள் : (1) முருகேசு, 56, புதுக் குடியிருப்பு, கோட்டுப்புள்ளாம்பாளையம், கோபிசெட்டிபாளையம். (2) ஆ.நவீன், பூசாரியூர், கோபிசெட்டிபாளையம். bbox=[423, 1101, 764, 1149]
role-label: அமைப்பாளர் : bbox=[61, 382, 146, 396]
entry-text: துணை அமைப்பாளர்கள் : (1) க.பாண்டியன், 31, குமரப்பன் வீதி, ஊஞ்சப்பாளையம், சிறுவலூர், கோபிசெட்டிபாளையம். (2) க.சண்முகம், சிறுவலூர், கோபிசெட்டிபாளையம். (3) பெ.தங்கராஜன், 24, ஊஞ்சப்பாளையம், சிறுவலூர், கோபிசெட்டிபாளையம். bbox=[786, 1816, 1127, 1897]
branch-heading: குள்ளநாயக்கனூர் கிளை bbox=[1245, 516, 1392, 532]
role-label: அமைப்பாளர் : bbox=[786, 365, 866, 378]
role-label: துணை அமைப்பாளர்கள் : bbox=[61, 1835, 198, 1849]
ward-row bbox=[786, 749, 1127, 800]
role-label: அமைப்பாளர் : bbox=[786, 1934, 866, 1947]
role-label: அமைப்பாளர் : bbox=[786, 1616, 871, 1629]
ward-list bbox=[424, 340, 765, 709]
entry-text: அமைப்பாளர் : வா.பரத்குமார், 8,அம்மாவலசை கவுண்டர் வீதி, சிறுவலூர், கோபிசெட்டிபாளையம். bbox=[786, 1315, 1127, 1346]
entry-text: அமைப்பாளர் : மு.ரேரன், 255–எ, காமராஜ் நகர், கோட்டுப்புள்ளாம்பாளையம், கோபிசெட்டிபாளையம். bbox=[423, 919, 764, 950]
ward-organiser: வெ.லோகேஸ்வரன், 42, ரங்கப்பன் வீதி, சிறுவலூர், கோபிசெட்டிபாளையம். bbox=[1231, 1698, 1438, 1728]
ward-row bbox=[424, 340, 765, 374]
entry-text: 37, காமராஜ் வீதி, புதுவள்ளியாம் பாளையம், கலிங்கியம், கோபிசெட்டிபாளையம். bbox=[423, 122, 764, 152]
ward-number: பாகம் – 140 : bbox=[423, 602, 496, 616]
entry-text: அமைப்பாளர் : கொ.செல்வராஜ், 117, புதுக் குடியிருப்பு, கோட்டுப்புள்ளாம்பாளையம், கோபிசெட்டிபாளையம். bbox=[423, 1895, 764, 1926]
branch-heading: பதிப்பாளையம் கிளை bbox=[888, 1290, 1024, 1306]
role-label: அமைப்பாளர் : bbox=[61, 751, 155, 764]
role-label: துணை அமைப்பாளர்கள் : bbox=[1148, 581, 1284, 595]
role-label: துணை அமைப்பாளர்கள் : bbox=[61, 950, 197, 963]
entry-text: துணை அமைப்பாளர்கள் : (1) க.ரவி, 32, ஜவஹர்லால் நேரு வீதி, நஞ்சைபாளையம், கலிங்கியம், கோபிசெட்டிபாளையம். (2) மா.பூபதி, 21/1, காந்தி வீதி, புதுவள்ளியாம்பாளையம், கலிங்கியம், கோபிசெட்டிபாளையம். (3) ர.சக்திவேல், 33, ஆதிதிராவிடர் குடியிருப்பு, நஞ்சைபாளையம், கலிங்கியம், கோபிசெட்டிபாளையம். bbox=[61, 247, 402, 345]
role-label: அமைப்பாளர் : bbox=[61, 1653, 155, 1667]
entry-text: அமைப்பாளர் : ச.விஜோத்குமார், 148, சிறுவலூர், கோபிசெட்டிபாளையம். bbox=[1148, 1387, 1489, 1417]
page-number-badge: 3 bbox=[1471, 2326, 1493, 2348]
role-label: அமைப்பாளர் : bbox=[786, 1775, 872, 1788]
ward-organiser: ம.சந்தோஷ்குமார், 13, கட்டபொம்மன் வீதி, மல்லநாயக்கனூர், சிறுவலூர், கோபிசெட்டிபாளையம். bbox=[1231, 1735, 1454, 1782]
paper-brand bbox=[798, 52, 950, 86]
branch-heading: நஞ்சைபாளையம் ஆதிதிராவிடர் குடியிருப்பு கிளை bbox=[75, 181, 388, 197]
branch-heading: அலிங்கியம் கிளை bbox=[537, 1871, 652, 1886]
role-label: துணை அமைப்பாளர்கள் : bbox=[1148, 774, 1294, 788]
role-label: துணை அமைப்பாளர்கள் : bbox=[423, 1777, 561, 1791]
entry-text: துணை அமைப்பாளர்கள் : (1) ப.பசுபதி, 2, வடிவேல் நாடார் வீதி, சிறுவலூர் கோபிசெட்டிபாளையம். (2) ச.சபரீசு, 21, சுவுந்தப்படி ரோடு, பதிப்பாளையம், சிறுவலூர், கோபிசெட்டிபாளையம். (3) செ.தேவராஜ், 30, வடிவேல் நாடார் வீதி, பதிப்பாளையம், சிறுவலூர், கோபிசெட்டிபாளையம். bbox=[1148, 423, 1489, 504]
ward-number: பாகம் – 142 : bbox=[423, 676, 496, 690]
ward-number: பாகம் – 145 : bbox=[786, 751, 858, 765]
branch-heading: காந்திநகர் கிளை bbox=[182, 1628, 282, 1644]
ward-organiser: சிகார்த்திகேயன், 157, காளியம்மன் நகர், கோட்டுப்புள்ளாம்பாளையம், கோபிசெட்டிபாளையம். bbox=[869, 914, 1076, 961]
role-label: அமைப்பாளர் : bbox=[1148, 2164, 1252, 2177]
rising-sun-logo-icon: ☀ bbox=[798, 52, 833, 86]
entry-text: அமைப்பாளர் : சி.பிரதீப், 112, திருமலை தோட்டம், நாகதேவன் பாளையம், கோபிசெட்டிபாளையம். bbox=[1148, 734, 1489, 764]
ward-number: பாகம் – 288 : bbox=[1148, 1955, 1220, 1968]
role-label: துணை அமைப்பாளர்கள் : bbox=[423, 1369, 572, 1382]
role-label: துணை அமைப்பாளர்கள் : bbox=[1148, 1427, 1294, 1440]
ward-organiser: நா.வசுதேவன், 22/1, பிரதான சாலை, கலிங்கியம், கோபிசெட்டிபாளையம். bbox=[506, 491, 760, 521]
entry-text: அமைப்பாளர் : கா.ஜோதிமுருகன், 21, புகையிலைக்காரர் வீதி, கலிங்கியம், கோபிசெட்டிபாளையம். bbox=[61, 1971, 402, 2001]
entry-text: அமைப்பாளர் : வெ.ரவி, 48/1, கோவிடன் சிட்டி சிறுவலூர், கோபிசெட்டிபாளையம். bbox=[786, 1174, 1127, 1204]
branch-heading: கோட்டுப்புள்ளாம்பாளையம் பழைய குடியிருப்பு கிளை bbox=[425, 752, 763, 768]
branch-heading: பவளக்கொடி நகர் கிளை bbox=[1243, 215, 1393, 231]
entry-text: துணை அமைப்பாளர்கள் : (1) ரா.சதீஷ்குமார், 74, பிரதான சாலை, சிறுவலூர், கோபிசெட்டிபாளையம். (2) ஸ்.பிஜி, 34, அம்பேத்கர் தெரு, சிறுவலூர், கோபிசெட்டிபாளையம். (3) ப.ரவிச்சந்திரன், 8, சிதம்பரனார் வீதி, சிறுவலூர், கோபிசெட்டிபாளையம். bbox=[786, 1214, 1127, 1278]
branch-heading: பூசாரியூர் குடியிருப்பு கிளை bbox=[509, 1036, 679, 1052]
branch-heading: காளியம்மன் நகர் கிளை bbox=[521, 1711, 667, 1727]
role-label: துணை அமைப்பாளர்கள் : bbox=[423, 1936, 568, 1949]
branch-heading: மணியக்காரன் புதூர் கிளை bbox=[1237, 1202, 1400, 1218]
entry-text: அமைப்பாளர் : து.வேலுச்சாமி, 21, நஞ்சைபாளையம் சாலை, பழைய வள்ளியாம்பாளையம், கலிங்கியம், கோபிசெட்டிபாளையம். bbox=[61, 382, 402, 430]
